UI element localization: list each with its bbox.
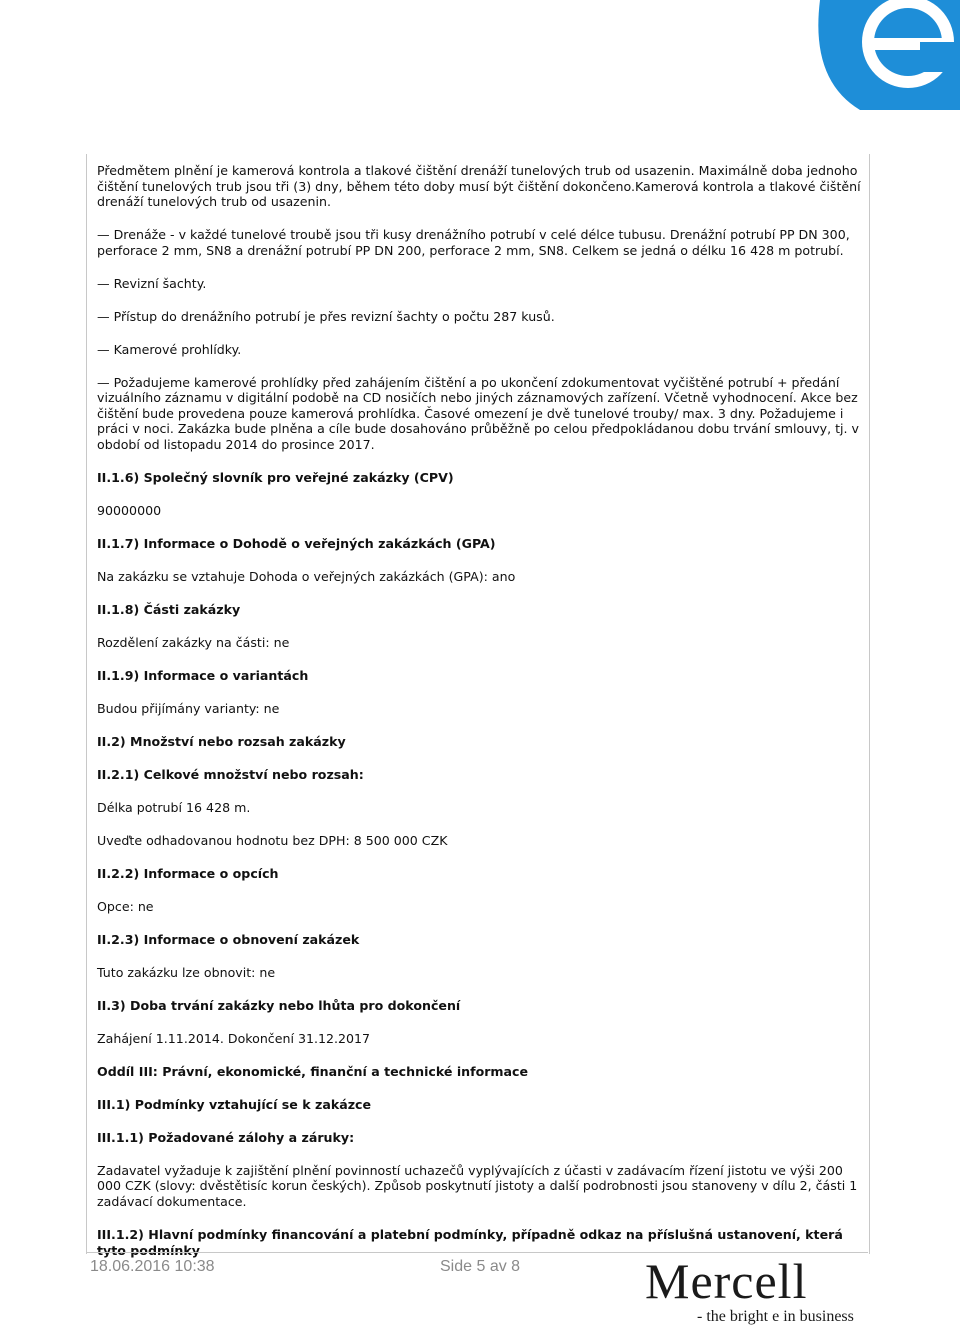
mercell-brand-logo — [645, 1252, 865, 1329]
renewal-text: Tuto zakázku lze obnovit: ne — [97, 964, 276, 980]
cpv-heading: II.1.6) Společný slovník pro veřejné zakázky (CPV) — [97, 470, 454, 486]
deposits-text: Zadavatel vyžaduje k zajištění plnění povinností uchazečů vyplývajících z účasti v zadávacím řízení jistotu ve výši 200 000 CZK (slovy: dvěstětisíc korun českých). Způsob poskytnutí jistoty a další podrobnosti jsou stanoveny v dílu 2, části 1 zadávací dokumentace. — [97, 1162, 858, 1209]
section-iii-heading: Oddíl III: Právní, ekonomické, finanční a technické informace — [97, 1063, 529, 1079]
duration-heading: II.3) Doba trvání zakázky nebo lhůta pro dokončení — [97, 997, 461, 1013]
brand-tagline: - the bright e in business — [697, 1308, 854, 1325]
footer-timestamp: 18.06.2016 10:38 — [90, 1258, 215, 1275]
estimated-value-text: Uveďte odhadovanou hodnotu bez DPH: 8 500 000 CZK — [97, 832, 448, 848]
shaft-access-item: — Přístup do drenážního potrubí je přes revizní šachty o počtu 287 kusů. — [97, 309, 863, 325]
gpa-heading: II.1.7) Informace o Dohodě o veřejných zakázkách (GPA) — [97, 536, 496, 552]
quantity-heading: II.2) Množství nebo rozsah zakázky — [97, 733, 346, 749]
drainage-paragraph: — Drenáže - v každé tunelové troubě jsou tři kusy drenážního potrubí v celé délce tubusu. Drenážní potrubí PP DN 300, perforace 2 mm, SN8 a drenážní potrubí PP DN 200, perforace 2 mm, SN8. Celkem se jedná o délku 16 428 m potrubí. — [97, 227, 863, 258]
length-text: Délka potrubí 16 428 m. — [97, 799, 251, 815]
document-body — [97, 163, 863, 1275]
variants-text: Budou přijímány varianty: ne — [97, 700, 280, 716]
page-number: Side 5 av 8 — [440, 1258, 521, 1275]
variants-heading: II.1.9) Informace o variantách — [97, 667, 309, 683]
inspection-shafts-item: — Revizní šachty. — [97, 276, 863, 292]
renewal-heading: II.2.3) Informace o obnovení zakázek — [97, 931, 360, 947]
scope-paragraph: Předmětem plnění je kamerová kontrola a tlakové čištění drenáží tunelových trub od usazenin. Maximálně doba jednoho čištění tunelových trub jsou tři (3) dny, během této doby musí být čištění dokončeno.Kamerová kontrola a tlakové čištění drenáží tunelových trub od usazenin. — [97, 163, 861, 210]
parts-text: Rozdělení zakázky na části: ne — [97, 634, 290, 650]
cpv-code: 90000000 — [97, 503, 162, 519]
duration-text: Zahájení 1.11.2014. Dokončení 31.12.2017 — [97, 1030, 371, 1046]
financing-heading: III.1.2) Hlavní podmínky financování a platební podmínky, případně odkaz na příslušná ustanovení, která tyto podmínky — [97, 1226, 843, 1258]
gpa-text: Na zakázku se vztahuje Dohoda o veřejných zakázkách (GPA): ano — [97, 569, 516, 585]
total-quantity-heading: II.2.1) Celkové množství nebo rozsah: — [97, 766, 364, 782]
inspection-requirements-paragraph: — Požadujeme kamerové prohlídky před zahájením čištění a po ukončení zdokumentovat vyčištěné potrubí + předání vizuálního záznamu v digitální podobě na CD nosičích nebo jiných záznamových zařízení. Včetně vyhodnocení. Akce bez čištění bude provedena pouze kamerová prohlídka. Časové omezení je dvě tunelové trouby/ max. 3 dny. Požadujeme i práci v noci. Zakázka bude plněna a cíle bude dosahováno průběžně po celou předpokládanou dobu trvání smlouvy, tj. v období od listopadu 2014 do prosince 2017. — [97, 375, 863, 453]
parts-heading: II.1.8) Části zakázky — [97, 602, 241, 617]
options-heading: II.2.2) Informace o opcích — [97, 865, 279, 881]
brand-name: Mercell — [645, 1253, 808, 1309]
camera-inspections-item: — Kamerové prohlídky. — [97, 342, 863, 358]
deposits-heading: III.1.1) Požadované zálohy a záruky: — [97, 1129, 355, 1145]
options-text: Opce: ne — [97, 898, 154, 914]
conditions-heading: III.1) Podmínky vztahující se k zakázce — [97, 1096, 372, 1112]
mercell-e-logo-icon — [800, 0, 960, 110]
